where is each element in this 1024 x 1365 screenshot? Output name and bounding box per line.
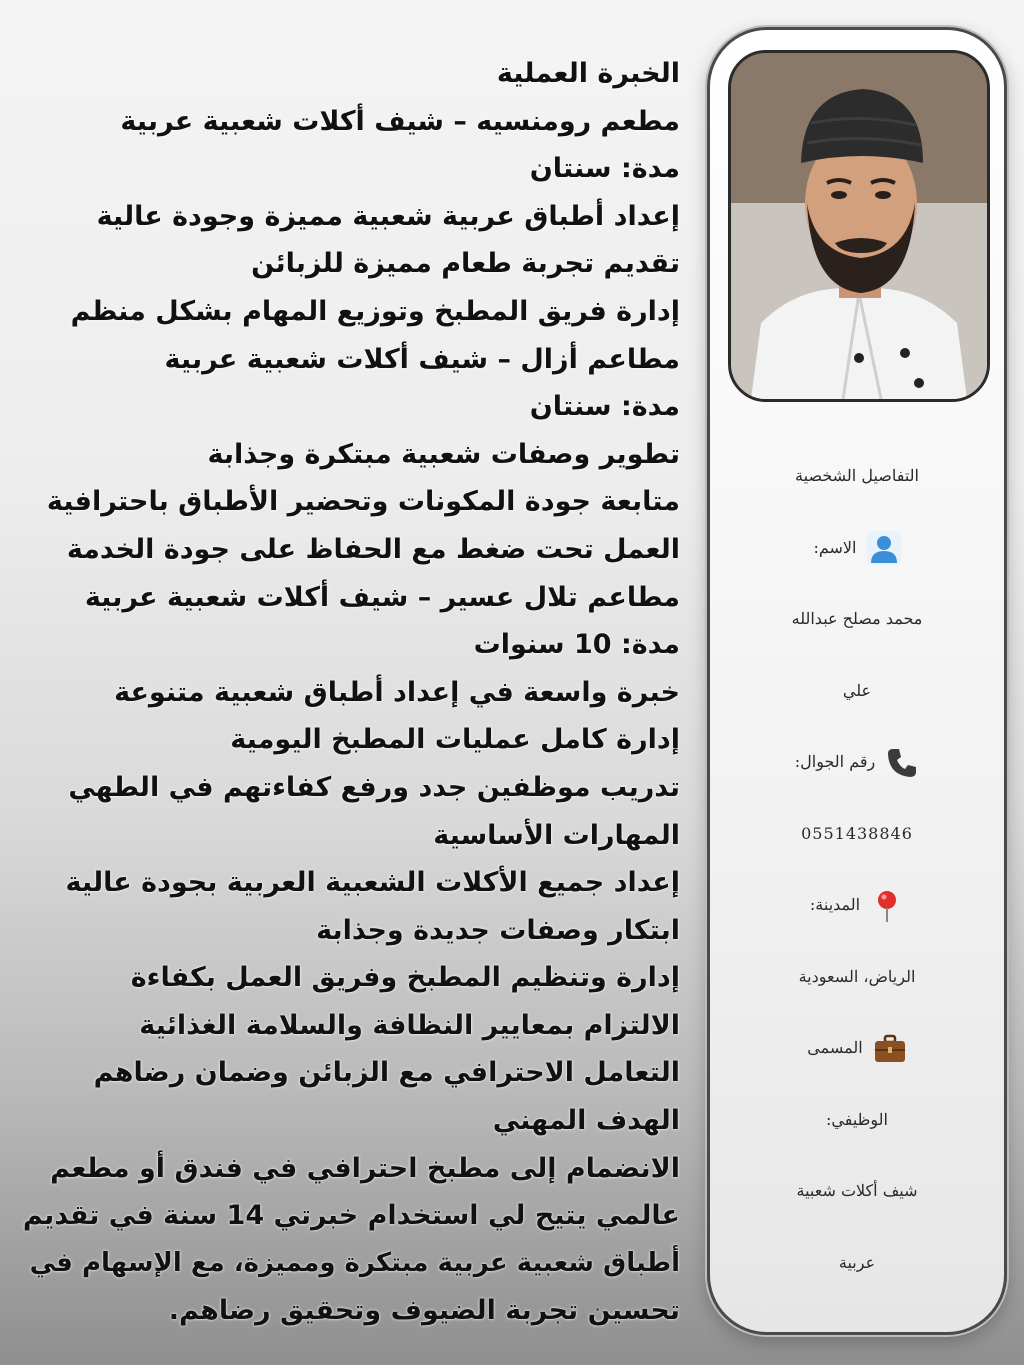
experience-line: مطعم رومنسيه – شيف أكلات شعبية عربية bbox=[120, 105, 680, 137]
experience-line: أطباق شعبية عربية مبتكرة ومميزة، مع الإسهام في bbox=[29, 1247, 680, 1278]
experience-line: الخبرة العملية bbox=[496, 58, 680, 89]
experience-line: خبرة واسعة في إعداد أطباق شعبية متنوعة bbox=[114, 676, 680, 708]
job-title-label-row bbox=[710, 1012, 1004, 1084]
job-title-label-line1: المسمى bbox=[807, 1038, 863, 1057]
person-icon bbox=[867, 531, 901, 565]
experience-line: إعداد جميع الأكلات الشعبية العربية بجودة عالية bbox=[65, 867, 680, 899]
experience-line: مطاعم أزال – شيف أكلات شعبية عربية bbox=[164, 343, 680, 375]
city-value: الرياض، السعودية bbox=[798, 966, 916, 986]
experience-line: متابعة جودة المكونات وتحضير الأطباق باحترافية bbox=[46, 486, 680, 518]
city-label: المدينة: bbox=[809, 895, 861, 914]
experience-line: تحسين تجربة الضيوف وتحقيق رضاهم. bbox=[168, 1295, 680, 1327]
job-title-value-line1: شيف أكلات شعبية bbox=[796, 1181, 918, 1200]
experience-line: تطوير وصفات شعبية مبتكرة وجذابة bbox=[207, 438, 680, 470]
phone-value: 0551438846 bbox=[801, 823, 913, 843]
experience-line: التعامل الاحترافي مع الزبائن وضمان رضاهم bbox=[93, 1057, 680, 1089]
phone-label: رقم الجوال: bbox=[794, 752, 876, 771]
experience-line: عالمي يتيح لي استخدام خبرتي 14 سنة في تقديم bbox=[22, 1200, 680, 1232]
phone-label-row bbox=[710, 726, 1004, 798]
experience-line: تدريب موظفين جدد ورفع كفاءتهم في الطهي bbox=[68, 771, 680, 803]
briefcase-icon bbox=[873, 1032, 907, 1066]
job-title-value-line2: عربية bbox=[838, 1252, 876, 1272]
experience-column bbox=[8, 50, 680, 1335]
experience-line: إعداد أطباق عربية شعبية مميزة وجودة عالية bbox=[96, 200, 680, 232]
experience-line: الالتزام بمعايير النظافة والسلامة الغذائية bbox=[139, 1009, 680, 1041]
location-pin-icon bbox=[870, 889, 904, 923]
experience-line: الهدف المهني bbox=[492, 1105, 680, 1137]
job-title-label-line2: الوظيفي: bbox=[826, 1109, 888, 1129]
experience-line: مدة: سنتان bbox=[529, 153, 680, 185]
name-value-line1: محمد مصلح عبدالله bbox=[791, 609, 923, 628]
name-value-line2: علي bbox=[842, 680, 872, 700]
experience-line: تقديم تجربة طعام مميزة للزبائن bbox=[251, 248, 680, 280]
experience-line: مدة: 10 سنوات bbox=[473, 629, 680, 661]
experience-line: إدارة وتنظيم المطبخ وفريق العمل بكفاءة bbox=[130, 962, 680, 994]
personal-details bbox=[710, 440, 1004, 1298]
experience-line: ابتكار وصفات جديدة وجذابة bbox=[316, 914, 680, 946]
phone-icon bbox=[885, 746, 919, 780]
city-label-row bbox=[710, 869, 1004, 941]
experience-line: الانضمام إلى مطبخ احترافي في فندق أو مطعم bbox=[50, 1152, 680, 1184]
name-label: الاسم: bbox=[813, 537, 857, 557]
chef-portrait-illustration bbox=[731, 53, 987, 399]
profile-photo bbox=[728, 50, 990, 402]
experience-line: إدارة كامل عمليات المطبخ اليومية bbox=[230, 724, 680, 756]
experience-line: إدارة فريق المطبخ وتوزيع المهام بشكل منظم bbox=[70, 295, 680, 327]
experience-line: مدة: سنتان bbox=[529, 391, 680, 423]
experience-line: المهارات الأساسية bbox=[433, 819, 680, 851]
name-label-row bbox=[710, 512, 1004, 584]
experience-line: العمل تحت ضغط مع الحفاظ على جودة الخدمة bbox=[66, 533, 680, 565]
personal-details-card bbox=[707, 27, 1007, 1335]
experience-line: مطاعم تلال عسير – شيف أكلات شعبية عربية bbox=[84, 581, 680, 613]
personal-section-title: التفاصيل الشخصية bbox=[795, 466, 919, 485]
